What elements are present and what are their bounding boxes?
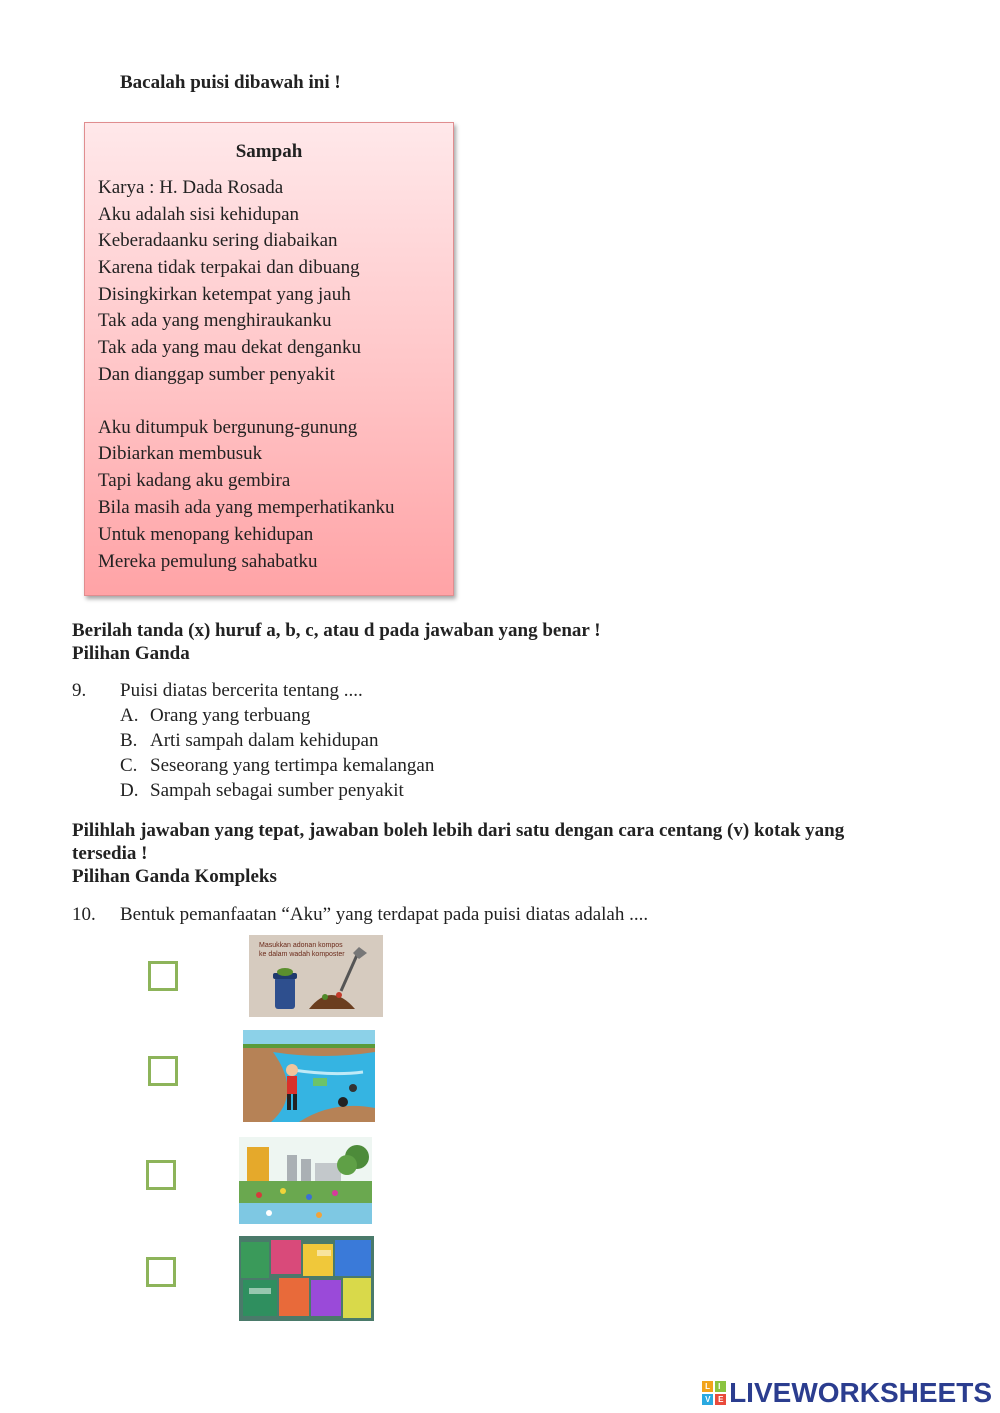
question-9-number: 9.: [72, 680, 87, 701]
poem-line: Karena tidak terpakai dan dibuang: [98, 257, 360, 278]
poem-line: Bila masih ada yang memperhatikanku: [98, 497, 395, 518]
poem-line: Disingkirkan ketempat yang jauh: [98, 284, 351, 305]
answer-checkbox-1[interactable]: [148, 961, 178, 991]
option-text: Sampah sebagai sumber penyakit: [150, 780, 404, 801]
poem-line: Mereka pemulung sahabatku: [98, 551, 318, 572]
liveworksheets-logo: [702, 1376, 992, 1410]
poem-line: Tak ada yang menghiraukanku: [98, 310, 332, 331]
question-10-text: Bentuk pemanfaatan “Aku” yang terdapat pada puisi diatas adalah ....: [120, 904, 649, 925]
poem-line: Aku adalah sisi kehidupan: [98, 204, 300, 225]
poem-line: Aku ditumpuk bergunung-gunung: [98, 417, 358, 438]
option-text: Arti sampah dalam kehidupan: [150, 730, 379, 751]
logo-letter: E: [718, 1395, 724, 1404]
option-text: Seseorang yang tertimpa kemalangan: [150, 755, 435, 776]
polluted-city-image: [239, 1137, 372, 1224]
crafts-illustration: [239, 1236, 374, 1321]
compost-caption-line1: Masukkan adonan kompos: [259, 942, 343, 949]
logo-letter: L: [705, 1382, 710, 1391]
option-c[interactable]: [120, 755, 434, 777]
option-letter: C.: [120, 755, 138, 776]
poem-box: [84, 122, 454, 596]
brand-name: LIVEWORKSHEETS: [729, 1377, 992, 1408]
reading-instruction: Bacalah puisi dibawah ini !: [120, 72, 341, 93]
answer-checkbox-3[interactable]: [146, 1160, 176, 1190]
section1-instruction: Berilah tanda (x) huruf a, b, c, atau d pada jawaban yang benar !: [72, 620, 601, 641]
option-letter: B.: [120, 730, 138, 751]
poem-line: Dan dianggap sumber penyakit: [98, 364, 335, 385]
option-letter: A.: [120, 705, 139, 726]
compost-caption-line2: ke dalam wadah komposter: [259, 951, 345, 958]
poem-line: Tak ada yang mau dekat denganku: [98, 337, 361, 358]
compost-illustration: [249, 935, 383, 1017]
option-text: Orang yang terbuang: [150, 705, 311, 726]
logo-letter: V: [705, 1395, 711, 1404]
poem-line: Dibiarkan membusuk: [98, 443, 263, 464]
section1-type: Pilihan Ganda: [72, 643, 190, 664]
question-9-text: Puisi diatas bercerita tentang ....: [120, 680, 363, 701]
answer-checkbox-4[interactable]: [146, 1257, 176, 1287]
poem-line: Keberadaanku sering diabaikan: [98, 230, 338, 251]
question-10-number: 10.: [72, 904, 96, 925]
poem-line: Karya : H. Dada Rosada: [98, 177, 284, 198]
river-illustration: [243, 1030, 375, 1122]
option-letter: D.: [120, 780, 139, 801]
option-d[interactable]: [120, 780, 404, 802]
recycled-crafts-image: [239, 1236, 374, 1321]
poem-line: Untuk menopang kehidupan: [98, 524, 314, 545]
section2-instruction-line1: Pilihlah jawaban yang tepat, jawaban boleh lebih dari satu dengan cara centang (v) kotak yang: [72, 820, 845, 841]
river-cleaning-image: [243, 1030, 375, 1122]
poem-title: Sampah: [235, 141, 303, 162]
section2-type: Pilihan Ganda Kompleks: [72, 866, 277, 887]
option-a[interactable]: [120, 705, 310, 727]
section2-instruction-line2: tersedia !: [72, 843, 148, 864]
compost-image: [249, 935, 383, 1017]
poem-line: Tapi kadang aku gembira: [98, 470, 291, 491]
option-b[interactable]: [120, 730, 378, 752]
answer-checkbox-2[interactable]: [148, 1056, 178, 1086]
city-illustration: [239, 1137, 372, 1224]
logo-letter: I: [718, 1382, 721, 1391]
